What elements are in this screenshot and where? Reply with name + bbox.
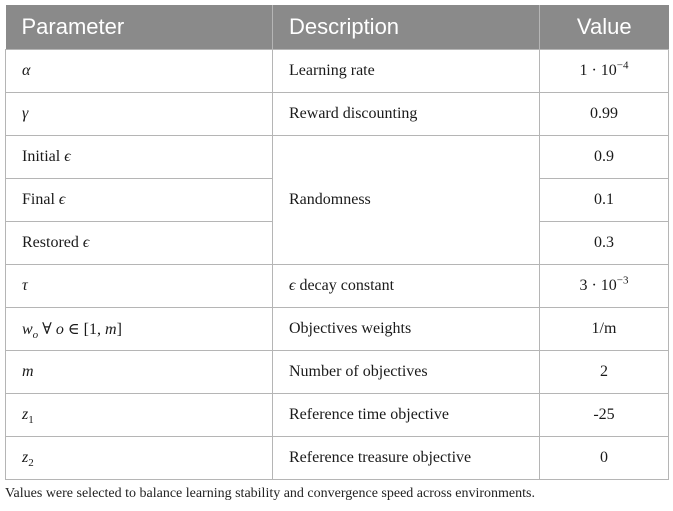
table-header-row [6,5,669,50]
table-row [6,351,669,394]
param-cell: τ [6,265,273,308]
param-cell: $z_2$ [6,437,273,480]
description-cell: Reward discounting [273,93,540,136]
value-cell: 0.99 [540,93,669,136]
table-row [6,136,669,179]
description-cell: Reference treasure objective [273,437,540,480]
description-cell: ϵ decay constant [273,265,540,308]
table-row [6,93,669,136]
table-row [6,394,669,437]
value-cell: 1/m [540,308,669,351]
table-row [6,437,669,480]
param-cell: $z_1$ [6,394,273,437]
description-cell: Reference time objective [273,394,540,437]
parameter-table [5,5,669,480]
value-cell: 0.9 [540,136,669,179]
param-cell: Final ϵ [6,179,273,222]
value-cell: $1 \cdot 10^{-4}$ [540,50,669,93]
description-cell-randomness: Randomness [273,136,540,265]
value-cell: 0.1 [540,179,669,222]
param-cell: $w_o$ ∀ o ∈ [1, m] [6,308,273,351]
header-value: Value [540,5,669,50]
header-parameter: Parameter [6,5,273,50]
param-cell: m [6,351,273,394]
param-cell: γ [6,93,273,136]
parameter-table-container [5,5,668,480]
value-cell: -25 [540,394,669,437]
table-caption: Values were selected to balance learning stability and convergence speed across environments. [5,486,535,501]
description-cell: Objectives weights [273,308,540,351]
header-description: Description [273,5,540,50]
description-cell: Learning rate [273,50,540,93]
description-cell: Number of objectives [273,351,540,394]
param-cell: Restored ϵ [6,222,273,265]
table-row [6,50,669,93]
table-row [6,265,669,308]
param-cell: Initial ϵ [6,136,273,179]
param-cell: α [6,50,273,93]
table-row [6,308,669,351]
value-cell: $3 \cdot 10^{-3}$ [540,265,669,308]
value-cell: 2 [540,351,669,394]
value-cell: 0.3 [540,222,669,265]
value-cell: 0 [540,437,669,480]
